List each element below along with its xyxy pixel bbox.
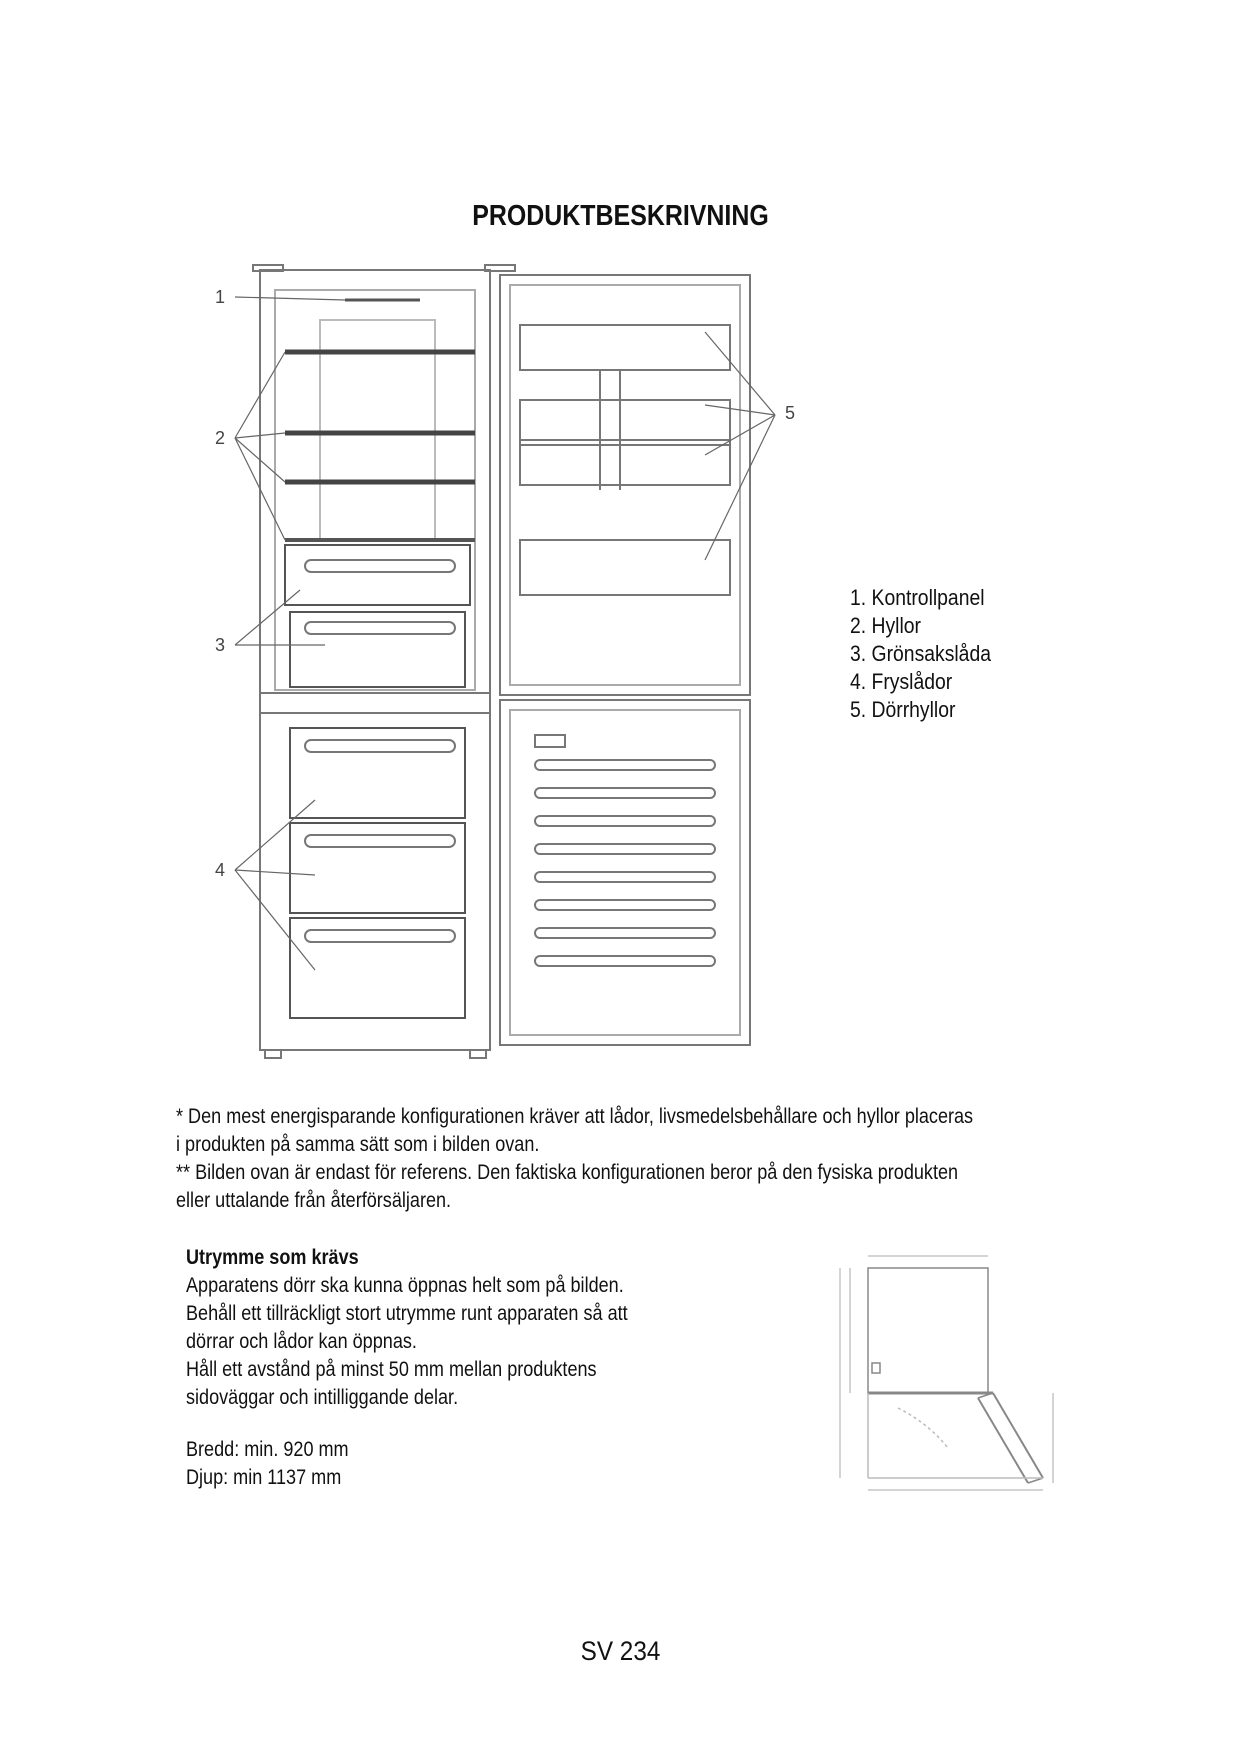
fridge-diagram: [205, 260, 805, 1080]
space-line: sidoväggar och intilliggande delar.: [186, 1386, 459, 1409]
space-line: Behåll ett tillräckligt stort utrymme runt apparaten så att: [186, 1302, 628, 1325]
parts-legend: [850, 584, 1010, 724]
legend-item: 2. Hyllor: [850, 613, 922, 638]
callout-1: 1: [215, 287, 226, 307]
page-title: PRODUKTBESKRIVNING: [472, 200, 769, 232]
callout-2: 2: [215, 428, 226, 448]
clearance-diagram: [838, 1248, 1068, 1498]
space-line: Apparatens dörr ska kunna öppnas helt som på bilden.: [186, 1274, 624, 1297]
space-line: Håll ett avstånd på minst 50 mm mellan produktens: [186, 1358, 597, 1381]
dimension-depth: Djup: min 1137 mm: [186, 1466, 342, 1489]
page-number: SV 234: [580, 1636, 661, 1666]
note-line: eller uttalande från återförsäljaren.: [176, 1189, 452, 1212]
note-line: i produkten på samma sätt som i bilden ovan.: [176, 1133, 540, 1156]
legend-item: 5. Dörrhyllor: [850, 697, 956, 722]
legend-item: 3. Grönsakslåda: [850, 641, 991, 666]
legend-item: 4. Fryslådor: [850, 669, 953, 694]
callout-5: 5: [785, 403, 796, 423]
note-line: ** Bilden ovan är endast för referens. Den faktiska konfigurationen beror på den fysiska produkten: [176, 1161, 959, 1184]
space-line: dörrar och lådor kan öppnas.: [186, 1330, 417, 1353]
configuration-notes: [176, 1103, 1116, 1215]
note-line: * Den mest energisparande konfigurationen kräver att lådor, livsmedelsbehållare och hyllor placeras: [176, 1105, 974, 1128]
callout-4: 4: [215, 860, 226, 880]
legend-item: 1. Kontrollpanel: [850, 585, 985, 610]
callout-3: 3: [215, 635, 226, 655]
dimension-width: Bredd: min. 920 mm: [186, 1438, 349, 1461]
space-heading: Utrymme som krävs: [186, 1246, 359, 1269]
space-requirements: [186, 1244, 700, 1492]
